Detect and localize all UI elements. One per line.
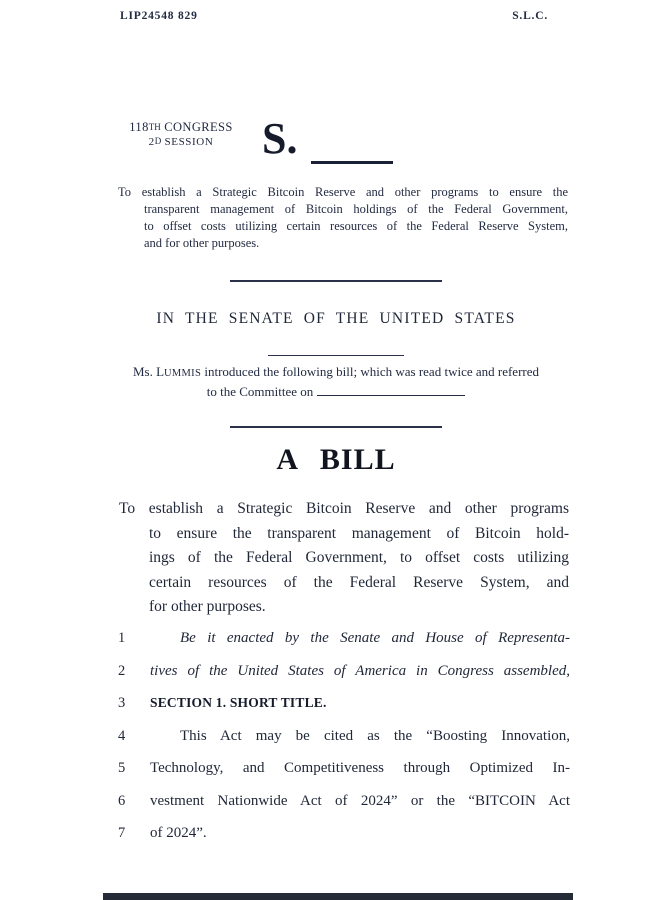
official-title-main-line: To establish a Strategic Bitcoin Reserve and other programs — [119, 500, 569, 517]
official-title-main-line: certain resources of the Federal Reserve System, and — [149, 573, 569, 591]
line-text: Be it enacted by the Senate and House of Representa- — [180, 630, 570, 646]
bill-text-line — [118, 817, 570, 850]
divider-rule-top — [230, 280, 442, 282]
official-title-top-line: To establish a Strategic Bitcoin Reserve and other programs to ensure the — [118, 185, 568, 199]
line-text: tives of the United States of America in Congress assembled, — [150, 662, 570, 679]
senate-heading: IN THE SENATE OF THE UNITED STATES — [156, 310, 516, 327]
line-number: 5 — [118, 760, 126, 776]
line-text: Technology, and Competitiveness through Optimized In- — [150, 760, 570, 776]
line-text: of 2024”. — [150, 825, 207, 841]
official-title-top-line: to offset costs utilizing certain resources of the Federal Reserve System, — [144, 219, 568, 233]
line-number: 6 — [118, 792, 126, 809]
line-number: 2 — [118, 662, 126, 679]
divider-rule-small — [268, 355, 404, 356]
document-code: LIP24548 829 — [120, 10, 198, 22]
line-text: This Act may be cited as the “Boosting Innovation, — [180, 727, 570, 744]
official-title-top-line: and for other purposes. — [144, 236, 260, 250]
line-number: 7 — [118, 825, 126, 841]
official-title-main-line: ings of the Federal Government, to offset costs utilizing — [149, 549, 569, 566]
sponsor-paragraph — [86, 363, 586, 400]
bill-text-line — [118, 655, 570, 688]
committee-line: to the Committee on — [206, 383, 314, 399]
official-title-top-line: transparent management of Bitcoin holdings of the Federal Government, — [144, 202, 568, 216]
official-title-top — [118, 184, 568, 252]
slc-label: S.L.C. — [512, 10, 548, 22]
congress-session: 2D SESSION — [148, 136, 214, 148]
line-number: 3 — [118, 695, 126, 711]
bill-number — [262, 113, 393, 164]
page-header — [120, 10, 548, 22]
bill-text-line — [118, 785, 570, 818]
bill-number-prefix: S. — [262, 114, 298, 163]
official-title-main — [119, 497, 569, 620]
bill-text-line — [118, 622, 570, 655]
line-number: 1 — [118, 630, 126, 646]
bill-title: A BILL — [276, 443, 396, 476]
sponsor-line: Ms. LUMMIS introduced the following bill; which was read twice and referred — [132, 364, 540, 379]
line-number: 4 — [118, 727, 126, 744]
bill-number-blank-line — [311, 126, 393, 164]
congress-term: 118TH CONGRESS — [129, 120, 233, 134]
section-heading: SECTION 1. SHORT TITLE. — [150, 695, 327, 710]
line-text: vestment Nationwide Act of 2024” or the “BITCOIN Act — [150, 792, 570, 809]
bill-text-line — [118, 687, 570, 720]
page-bottom-bar — [103, 893, 573, 900]
bill-text-line — [118, 720, 570, 753]
committee-blank-line — [317, 385, 465, 396]
congress-session-block — [118, 120, 244, 148]
bill-text-line — [118, 752, 570, 785]
bill-body — [118, 622, 570, 850]
official-title-main-line: for other purposes. — [149, 598, 266, 615]
divider-rule-bottom — [230, 426, 442, 428]
official-title-main-line: to ensure the transparent management of Bitcoin hold- — [149, 524, 569, 542]
